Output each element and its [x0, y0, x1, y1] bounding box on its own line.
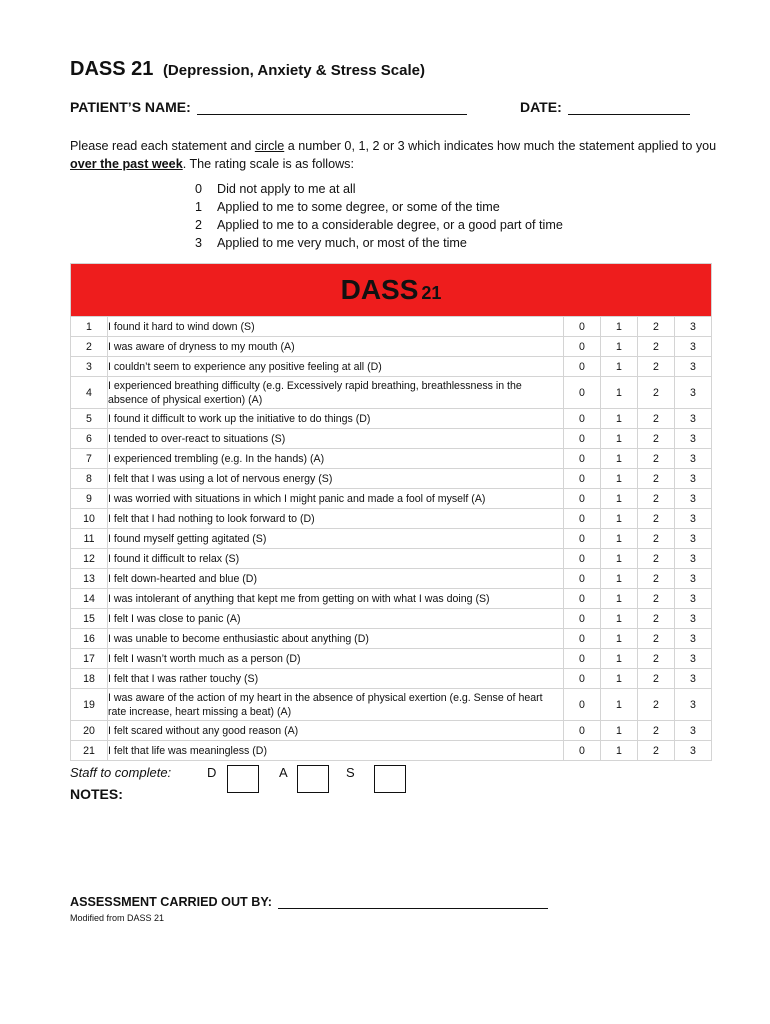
score-option-1[interactable]: 1: [601, 469, 638, 489]
title-subtitle: (Depression, Anxiety & Stress Scale): [162, 62, 425, 79]
score-option-2[interactable]: 2: [638, 689, 675, 721]
rating-scale-item: [195, 198, 563, 216]
row-statement: I felt I wasn’t worth much as a person (D): [108, 649, 564, 669]
score-option-0[interactable]: 0: [564, 469, 601, 489]
rating-value: 2: [195, 218, 203, 232]
score-option-2[interactable]: 2: [638, 449, 675, 469]
staff-d-box[interactable]: [227, 765, 259, 793]
row-number: 9: [71, 489, 108, 509]
score-option-3[interactable]: 3: [675, 689, 712, 721]
staff-s-label: S: [346, 765, 355, 780]
table-header-cell: [71, 264, 712, 317]
score-option-0[interactable]: 0: [564, 409, 601, 429]
score-option-3[interactable]: 3: [675, 409, 712, 429]
table-row: [71, 409, 712, 429]
staff-d-label: D: [207, 765, 217, 780]
score-option-3[interactable]: 3: [675, 741, 712, 761]
assessment-line[interactable]: [278, 896, 548, 909]
instructions-part3: . The rating scale is as follows:: [182, 157, 354, 171]
score-option-3[interactable]: 3: [675, 357, 712, 377]
row-statement: I was aware of dryness to my mouth (A): [108, 337, 564, 357]
score-option-2[interactable]: 2: [638, 317, 675, 337]
score-option-2[interactable]: 2: [638, 569, 675, 589]
row-number: 10: [71, 509, 108, 529]
score-option-3[interactable]: 3: [675, 529, 712, 549]
score-option-2[interactable]: 2: [638, 469, 675, 489]
instructions-part2: a number 0, 1, 2 or 3 which indicates how much the statement applied to you: [284, 139, 717, 153]
score-option-0[interactable]: 0: [564, 569, 601, 589]
score-option-1[interactable]: 1: [601, 549, 638, 569]
score-option-3[interactable]: 3: [675, 721, 712, 741]
score-option-3[interactable]: 3: [675, 629, 712, 649]
footer-note: Modified from DASS 21: [70, 913, 165, 923]
score-option-1[interactable]: 1: [601, 721, 638, 741]
score-option-3[interactable]: 3: [675, 569, 712, 589]
table-row: [71, 509, 712, 529]
row-number: 15: [71, 609, 108, 629]
score-option-1[interactable]: 1: [601, 449, 638, 469]
row-number: 11: [71, 529, 108, 549]
score-option-0[interactable]: 0: [564, 529, 601, 549]
rating-scale-item: [195, 180, 563, 198]
score-option-0[interactable]: 0: [564, 649, 601, 669]
score-option-0[interactable]: 0: [564, 337, 601, 357]
table-row: [71, 669, 712, 689]
rating-value: 1: [195, 200, 203, 214]
instructions-circle: circle: [254, 139, 285, 153]
table-row: [71, 569, 712, 589]
score-option-3[interactable]: 3: [675, 509, 712, 529]
score-option-0[interactable]: 0: [564, 357, 601, 377]
row-number: 6: [71, 429, 108, 449]
table-row: [71, 549, 712, 569]
rating-scale-item: [195, 234, 563, 252]
row-statement: I found myself getting agitated (S): [108, 529, 564, 549]
score-option-3[interactable]: 3: [675, 669, 712, 689]
score-option-1[interactable]: 1: [601, 489, 638, 509]
score-option-1[interactable]: 1: [601, 377, 638, 409]
score-option-2[interactable]: 2: [638, 741, 675, 761]
form-title: [70, 58, 425, 81]
score-option-2[interactable]: 2: [638, 489, 675, 509]
patient-name-field[interactable]: [70, 99, 467, 115]
score-option-1[interactable]: 1: [601, 689, 638, 721]
score-option-3[interactable]: 3: [675, 449, 712, 469]
table-row: [71, 589, 712, 609]
score-option-2[interactable]: 2: [638, 509, 675, 529]
row-statement: I found it difficult to work up the initiative to do things (D): [108, 409, 564, 429]
score-option-3[interactable]: 3: [675, 609, 712, 629]
score-option-3[interactable]: 3: [675, 549, 712, 569]
row-number: 20: [71, 721, 108, 741]
score-option-1[interactable]: 1: [601, 429, 638, 449]
rating-text: Applied to me to a considerable degree, or a good part of time: [217, 218, 563, 232]
rating-text: Did not apply to me at all: [217, 182, 356, 196]
table-header-number: 21: [421, 283, 442, 303]
score-option-1[interactable]: 1: [601, 669, 638, 689]
score-option-0[interactable]: 0: [564, 609, 601, 629]
row-number: 4: [71, 377, 108, 409]
score-option-3[interactable]: 3: [675, 589, 712, 609]
date-field[interactable]: [520, 99, 690, 115]
row-number: 18: [71, 669, 108, 689]
score-option-0[interactable]: 0: [564, 689, 601, 721]
table-row: [71, 449, 712, 469]
score-option-1[interactable]: 1: [601, 589, 638, 609]
score-option-0[interactable]: 0: [564, 669, 601, 689]
date-label: DATE:: [520, 99, 562, 115]
row-number: 16: [71, 629, 108, 649]
row-statement: I was intolerant of anything that kept me from getting on with what I was doing (S): [108, 589, 564, 609]
title-main: DASS 21: [70, 58, 154, 80]
instructions-part1: Please read each statement and: [70, 139, 255, 153]
score-option-0[interactable]: 0: [564, 449, 601, 469]
score-option-1[interactable]: 1: [601, 357, 638, 377]
assessment-label: ASSESSMENT CARRIED OUT BY:: [70, 895, 272, 909]
patient-name-line[interactable]: [197, 100, 467, 115]
table-row: [71, 337, 712, 357]
score-option-2[interactable]: 2: [638, 337, 675, 357]
row-statement: I felt that life was meaningless (D): [108, 741, 564, 761]
score-option-1[interactable]: 1: [601, 337, 638, 357]
score-option-3[interactable]: 3: [675, 489, 712, 509]
row-statement: I felt that I was using a lot of nervous energy (S): [108, 469, 564, 489]
row-statement: I found it hard to wind down (S): [108, 317, 564, 337]
score-option-0[interactable]: 0: [564, 489, 601, 509]
score-option-1[interactable]: 1: [601, 529, 638, 549]
score-option-0[interactable]: 0: [564, 377, 601, 409]
score-option-3[interactable]: 3: [675, 429, 712, 449]
score-option-2[interactable]: 2: [638, 409, 675, 429]
score-option-1[interactable]: 1: [601, 741, 638, 761]
table-header: [71, 264, 712, 317]
score-option-2[interactable]: 2: [638, 609, 675, 629]
score-option-1[interactable]: 1: [601, 609, 638, 629]
table-row: [71, 529, 712, 549]
score-option-1[interactable]: 1: [601, 409, 638, 429]
score-option-0[interactable]: 0: [564, 317, 601, 337]
score-option-2[interactable]: 2: [638, 429, 675, 449]
row-statement: I felt I was close to panic (A): [108, 609, 564, 629]
row-statement: I experienced trembling (e.g. In the hands) (A): [108, 449, 564, 469]
row-number: 7: [71, 449, 108, 469]
score-option-0[interactable]: 0: [564, 429, 601, 449]
score-option-0[interactable]: 0: [564, 549, 601, 569]
row-statement: I tended to over-react to situations (S): [108, 429, 564, 449]
row-statement: I felt that I was rather touchy (S): [108, 669, 564, 689]
row-number: 2: [71, 337, 108, 357]
row-number: 17: [71, 649, 108, 669]
score-option-1[interactable]: 1: [601, 509, 638, 529]
staff-a-label: A: [279, 765, 288, 780]
table-row: [71, 429, 712, 449]
score-option-0[interactable]: 0: [564, 509, 601, 529]
staff-s-box[interactable]: [374, 765, 406, 793]
row-number: 14: [71, 589, 108, 609]
score-option-2[interactable]: 2: [638, 589, 675, 609]
staff-label: Staff to complete:: [70, 765, 172, 780]
rating-scale: [195, 180, 563, 252]
row-statement: I felt that I had nothing to look forward to (D): [108, 509, 564, 529]
row-number: 13: [71, 569, 108, 589]
score-option-3[interactable]: 3: [675, 317, 712, 337]
row-number: 19: [71, 689, 108, 721]
dass-table: [70, 263, 712, 761]
score-option-0[interactable]: 0: [564, 629, 601, 649]
table-row: [71, 469, 712, 489]
row-statement: I found it difficult to relax (S): [108, 549, 564, 569]
instructions-emphasis: over the past week: [70, 157, 183, 171]
row-statement: I was aware of the action of my heart in the absence of physical exertion (e.g. Sense of heart rate increase, heart missing a beat) (A): [108, 689, 564, 721]
table-row: [71, 721, 712, 741]
table-row: [71, 741, 712, 761]
score-option-2[interactable]: 2: [638, 721, 675, 741]
score-option-1[interactable]: 1: [601, 649, 638, 669]
table-header-title: DASS: [340, 274, 419, 305]
score-option-2[interactable]: 2: [638, 649, 675, 669]
score-option-2[interactable]: 2: [638, 629, 675, 649]
table-row: [71, 357, 712, 377]
assessment-field[interactable]: [70, 895, 548, 909]
row-statement: I felt down-hearted and blue (D): [108, 569, 564, 589]
score-option-2[interactable]: 2: [638, 377, 675, 409]
score-option-3[interactable]: 3: [675, 469, 712, 489]
score-option-2[interactable]: 2: [638, 529, 675, 549]
row-number: 21: [71, 741, 108, 761]
row-statement: I was unable to become enthusiastic about anything (D): [108, 629, 564, 649]
score-option-1[interactable]: 1: [601, 317, 638, 337]
rating-text: Applied to me very much, or most of the time: [217, 236, 467, 250]
score-option-2[interactable]: 2: [638, 669, 675, 689]
score-option-3[interactable]: 3: [675, 337, 712, 357]
row-statement: I couldn’t seem to experience any positive feeling at all (D): [108, 357, 564, 377]
patient-name-label: PATIENT’S NAME:: [70, 99, 191, 115]
score-option-0[interactable]: 0: [564, 589, 601, 609]
score-option-1[interactable]: 1: [601, 569, 638, 589]
rating-scale-item: [195, 216, 563, 234]
instructions: [70, 137, 720, 173]
table-row: [71, 489, 712, 509]
table-row: [71, 609, 712, 629]
row-statement: I was worried with situations in which I might panic and made a fool of myself (A): [108, 489, 564, 509]
table-row: [71, 689, 712, 721]
row-number: 5: [71, 409, 108, 429]
rating-value: 0: [195, 182, 203, 196]
table-row: [71, 377, 712, 409]
row-statement: I experienced breathing difficulty (e.g. Excessively rapid breathing, breathlessness in the absence of physical exertion) (A): [108, 377, 564, 409]
row-number: 3: [71, 357, 108, 377]
table-row: [71, 629, 712, 649]
rating-value: 3: [195, 236, 203, 250]
row-number: 1: [71, 317, 108, 337]
score-option-1[interactable]: 1: [601, 629, 638, 649]
notes-label: NOTES:: [70, 786, 123, 802]
score-option-0[interactable]: 0: [564, 721, 601, 741]
table-row: [71, 649, 712, 669]
staff-a-box[interactable]: [297, 765, 329, 793]
row-statement: I felt scared without any good reason (A): [108, 721, 564, 741]
score-option-2[interactable]: 2: [638, 549, 675, 569]
table-row: [71, 317, 712, 337]
row-number: 12: [71, 549, 108, 569]
row-number: 8: [71, 469, 108, 489]
score-option-3[interactable]: 3: [675, 377, 712, 409]
score-option-2[interactable]: 2: [638, 357, 675, 377]
score-option-0[interactable]: 0: [564, 741, 601, 761]
score-option-3[interactable]: 3: [675, 649, 712, 669]
date-line[interactable]: [568, 100, 690, 115]
rating-text: Applied to me to some degree, or some of the time: [217, 200, 500, 214]
